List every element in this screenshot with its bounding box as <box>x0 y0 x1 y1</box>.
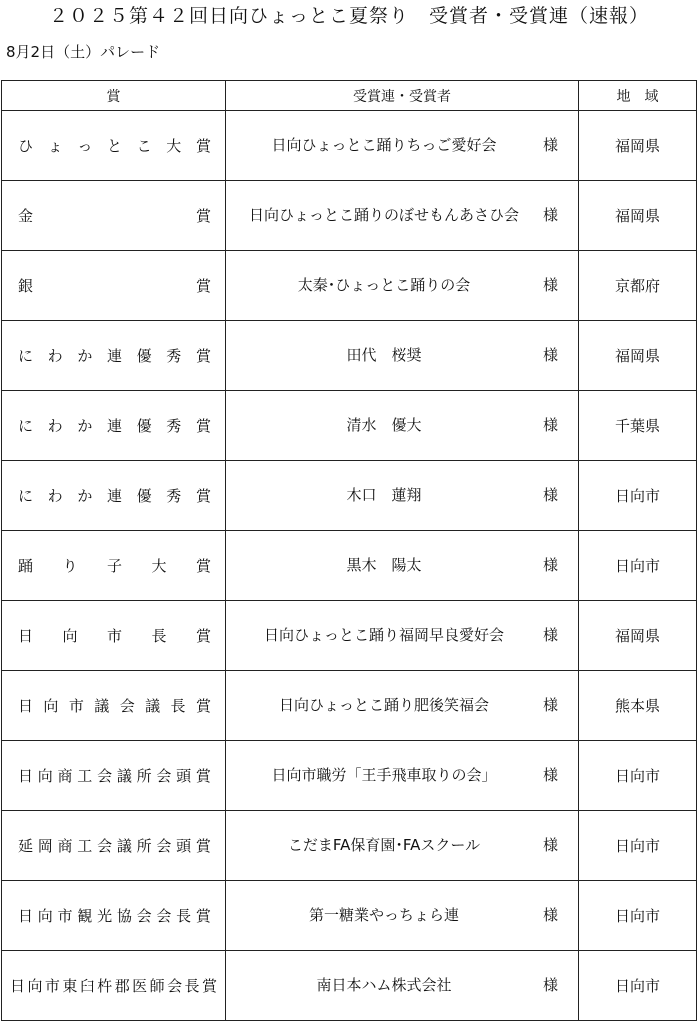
recipient-wrap <box>226 671 578 740</box>
award-name-char: 工 <box>77 767 93 785</box>
recipient-wrap <box>226 111 578 180</box>
award-name-char: 議 <box>116 837 132 855</box>
award-name-char: 会 <box>97 837 113 855</box>
recipient-wrap <box>226 741 578 810</box>
award-name-char: こ <box>136 137 152 155</box>
table-row <box>2 741 697 811</box>
award-name-char: ひ <box>18 137 34 155</box>
award-name <box>2 975 225 996</box>
award-name <box>2 485 225 506</box>
award-name-char: 踊 <box>18 557 34 575</box>
table-row <box>2 811 697 881</box>
award-name-char: 所 <box>136 767 152 785</box>
honorific: 様 <box>542 556 558 574</box>
award-name-char: 議 <box>94 697 110 715</box>
recipient-name: 黒木 陽太 <box>346 556 422 574</box>
recipient-cell <box>226 671 579 741</box>
recipient-wrap <box>226 881 578 950</box>
award-name-char: 議 <box>116 767 132 785</box>
awards-table-body <box>2 111 697 1021</box>
award-name-char: り <box>62 557 78 575</box>
award-name-char: 向 <box>43 697 59 715</box>
table-header-row <box>2 81 697 111</box>
honorific: 様 <box>542 696 558 714</box>
awards-table <box>1 80 697 1021</box>
award-name-char: か <box>77 347 93 365</box>
table-row <box>2 461 697 531</box>
award-name-char: 日 <box>18 697 34 715</box>
award-name-char: 会 <box>156 907 172 925</box>
recipient-name: 南日本ハム株式会社 <box>316 976 452 994</box>
recipient-name: 太秦･ひょっとこ踊りの会 <box>297 276 471 294</box>
award-name-char: 優 <box>136 347 152 365</box>
award-name-char: 秀 <box>166 347 182 365</box>
award-name-char: 杵 <box>97 977 113 995</box>
award-name-char: 岡 <box>37 837 53 855</box>
recipient-cell <box>226 881 579 951</box>
award-cell <box>2 251 226 321</box>
award-cell <box>2 181 226 251</box>
award-name <box>2 905 225 926</box>
award-name <box>2 765 225 786</box>
recipient-cell <box>226 951 579 1021</box>
award-name <box>2 205 225 226</box>
recipient-wrap <box>226 951 578 1020</box>
table-row <box>2 111 697 181</box>
award-name-char: 日 <box>18 907 34 925</box>
award-name <box>2 275 225 296</box>
recipient-cell <box>226 741 579 811</box>
award-name-char: 議 <box>145 697 161 715</box>
award-name-char: 商 <box>57 767 73 785</box>
recipient-wrap <box>226 811 578 880</box>
region-cell: 福岡県 <box>579 111 697 181</box>
recipient-cell <box>226 111 579 181</box>
award-name-char: 工 <box>77 837 93 855</box>
award-name-char: 優 <box>136 487 152 505</box>
region-cell: 福岡県 <box>579 321 697 391</box>
table-row <box>2 181 697 251</box>
award-name-char: 市 <box>68 697 84 715</box>
recipient-cell <box>226 601 579 671</box>
recipient-wrap <box>226 391 578 460</box>
award-name-char: か <box>77 487 93 505</box>
award-cell <box>2 461 226 531</box>
column-header-recipient: 受賞連・受賞者 <box>226 81 579 111</box>
award-cell <box>2 111 226 181</box>
award-cell <box>2 321 226 391</box>
award-name-char: 賞 <box>195 417 211 435</box>
award-name-char: 長 <box>151 627 167 645</box>
region-cell: 日向市 <box>579 811 697 881</box>
award-name-char: 連 <box>106 347 122 365</box>
award-name-char: 市 <box>44 977 60 995</box>
award-name-char: 延 <box>18 837 34 855</box>
award-name-char: 銀 <box>18 277 34 295</box>
recipient-cell <box>226 461 579 531</box>
award-name-char: 向 <box>37 767 53 785</box>
award-name-char: 会 <box>167 977 183 995</box>
recipient-wrap <box>226 251 578 320</box>
award-name-char: わ <box>47 417 63 435</box>
table-row <box>2 671 697 741</box>
award-name-char: 長 <box>170 697 186 715</box>
award-cell <box>2 741 226 811</box>
award-name-char: 観 <box>77 907 93 925</box>
award-name-char: 頭 <box>176 767 192 785</box>
award-cell <box>2 601 226 671</box>
recipient-wrap <box>226 601 578 670</box>
event-date: 8月2日（土）パレード <box>6 43 161 61</box>
award-name <box>2 345 225 366</box>
award-name-char: っ <box>77 137 93 155</box>
award-name-char: 日 <box>18 627 34 645</box>
recipient-name: 第一糖業やっちょら連 <box>308 906 459 924</box>
recipient-name: 木口 蓮翔 <box>346 486 422 504</box>
award-name-char: 大 <box>151 557 167 575</box>
table-row <box>2 601 697 671</box>
award-name-char: 商 <box>57 837 73 855</box>
award-name-char: 師 <box>149 977 165 995</box>
recipient-cell <box>226 391 579 461</box>
award-name-char: と <box>106 137 122 155</box>
table-row <box>2 321 697 391</box>
award-name-char: に <box>18 487 34 505</box>
award-name-char: わ <box>47 347 63 365</box>
award-name-char: か <box>77 417 93 435</box>
award-name-char: 会 <box>97 767 113 785</box>
region-cell: 日向市 <box>579 741 697 811</box>
award-name-char: 連 <box>106 417 122 435</box>
honorific: 様 <box>542 626 558 644</box>
award-name-char: 長 <box>176 907 192 925</box>
honorific: 様 <box>542 766 558 784</box>
table-row <box>2 251 697 321</box>
honorific: 様 <box>542 906 558 924</box>
award-name-char: 市 <box>106 627 122 645</box>
award-name-char: 医 <box>132 977 148 995</box>
recipient-cell <box>226 321 579 391</box>
award-name-char: わ <box>47 487 63 505</box>
honorific: 様 <box>542 206 558 224</box>
award-name-char: 東 <box>62 977 78 995</box>
region-cell: 日向市 <box>579 951 697 1021</box>
award-cell <box>2 671 226 741</box>
recipient-name: 日向ひょっとこ踊り肥後笑福会 <box>278 696 489 714</box>
award-name-char: 長 <box>184 977 200 995</box>
page-title: ２０２５第４２回日向ひょっとこ夏祭り 受賞者・受賞連（速報） <box>48 5 649 27</box>
award-name-char: 日 <box>10 977 26 995</box>
honorific: 様 <box>542 276 558 294</box>
award-name <box>2 625 225 646</box>
award-name-char: 会 <box>156 767 172 785</box>
recipient-cell <box>226 181 579 251</box>
award-name-char: 向 <box>37 907 53 925</box>
award-name-char: 賞 <box>195 907 211 925</box>
award-name-char: 賞 <box>195 767 211 785</box>
award-name-char: 賞 <box>195 557 211 575</box>
award-name-char: に <box>18 417 34 435</box>
award-name-char: 秀 <box>166 417 182 435</box>
award-name-char: 賞 <box>195 487 211 505</box>
award-name-char: 向 <box>27 977 43 995</box>
award-cell <box>2 951 226 1021</box>
honorific: 様 <box>542 346 558 364</box>
award-cell <box>2 881 226 951</box>
award-name-char: 会 <box>156 837 172 855</box>
award-name-char: 日 <box>18 767 34 785</box>
award-name-char: 賞 <box>195 137 211 155</box>
honorific: 様 <box>542 416 558 434</box>
award-cell <box>2 531 226 601</box>
award-name-char: 会 <box>119 697 135 715</box>
column-header-region: 地 域 <box>579 81 697 111</box>
award-name-char: 賞 <box>195 277 211 295</box>
award-name <box>2 135 225 156</box>
award-name-char: 郡 <box>114 977 130 995</box>
award-name-char: ょ <box>47 137 63 155</box>
recipient-name: 清水 優大 <box>346 416 422 434</box>
honorific: 様 <box>542 836 558 854</box>
recipient-name: 日向ひょっとこ踊り福岡早良愛好会 <box>263 626 504 644</box>
award-name-char: 大 <box>166 137 182 155</box>
award-name-char: 秀 <box>166 487 182 505</box>
award-name-char: に <box>18 347 34 365</box>
recipient-name: 日向市職労「王手飛車取りの会」 <box>271 766 497 784</box>
award-name-char: 市 <box>57 907 73 925</box>
region-cell: 千葉県 <box>579 391 697 461</box>
award-name-char: 賞 <box>195 207 211 225</box>
award-name-char: 向 <box>62 627 78 645</box>
recipient-cell <box>226 811 579 881</box>
column-header-award: 賞 <box>2 81 226 111</box>
recipient-wrap <box>226 531 578 600</box>
award-name-char: 優 <box>136 417 152 435</box>
region-cell: 福岡県 <box>579 181 697 251</box>
award-name-char: 会 <box>136 907 152 925</box>
recipient-wrap <box>226 181 578 250</box>
award-name-char: 賞 <box>195 837 211 855</box>
award-name-char: 協 <box>116 907 132 925</box>
award-name <box>2 695 225 716</box>
award-cell <box>2 391 226 461</box>
recipient-cell <box>226 251 579 321</box>
recipient-wrap <box>226 321 578 390</box>
award-name-char: 賞 <box>201 977 217 995</box>
table-row <box>2 951 697 1021</box>
table-row <box>2 391 697 461</box>
award-name-char: 子 <box>106 557 122 575</box>
award-name-char: 所 <box>136 837 152 855</box>
region-cell: 日向市 <box>579 881 697 951</box>
award-name <box>2 835 225 856</box>
table-row <box>2 531 697 601</box>
award-name-char: 臼 <box>79 977 95 995</box>
award-name-char: 連 <box>106 487 122 505</box>
region-cell: 熊本県 <box>579 671 697 741</box>
recipient-cell <box>226 531 579 601</box>
award-name-char: 賞 <box>195 347 211 365</box>
award-name-char: 賞 <box>195 627 211 645</box>
recipient-name: こだまFA保育園･FAスクール <box>287 836 481 854</box>
recipient-name: 日向ひょっとこ踊りのぼせもんあさひ会 <box>248 206 519 224</box>
recipient-wrap <box>226 461 578 530</box>
honorific: 様 <box>542 136 558 154</box>
recipient-name: 日向ひょっとこ踊りちっご愛好会 <box>271 136 497 154</box>
award-name-char: 賞 <box>195 697 211 715</box>
table-row <box>2 881 697 951</box>
award-name-char: 金 <box>18 207 34 225</box>
honorific: 様 <box>542 976 558 994</box>
award-name <box>2 415 225 436</box>
award-cell <box>2 811 226 881</box>
region-cell: 日向市 <box>579 461 697 531</box>
region-cell: 福岡県 <box>579 601 697 671</box>
recipient-name: 田代 桜奨 <box>346 346 422 364</box>
honorific: 様 <box>542 486 558 504</box>
region-cell: 京都府 <box>579 251 697 321</box>
region-cell: 日向市 <box>579 531 697 601</box>
award-name-char: 頭 <box>176 837 192 855</box>
award-name-char: 光 <box>97 907 113 925</box>
award-name <box>2 555 225 576</box>
